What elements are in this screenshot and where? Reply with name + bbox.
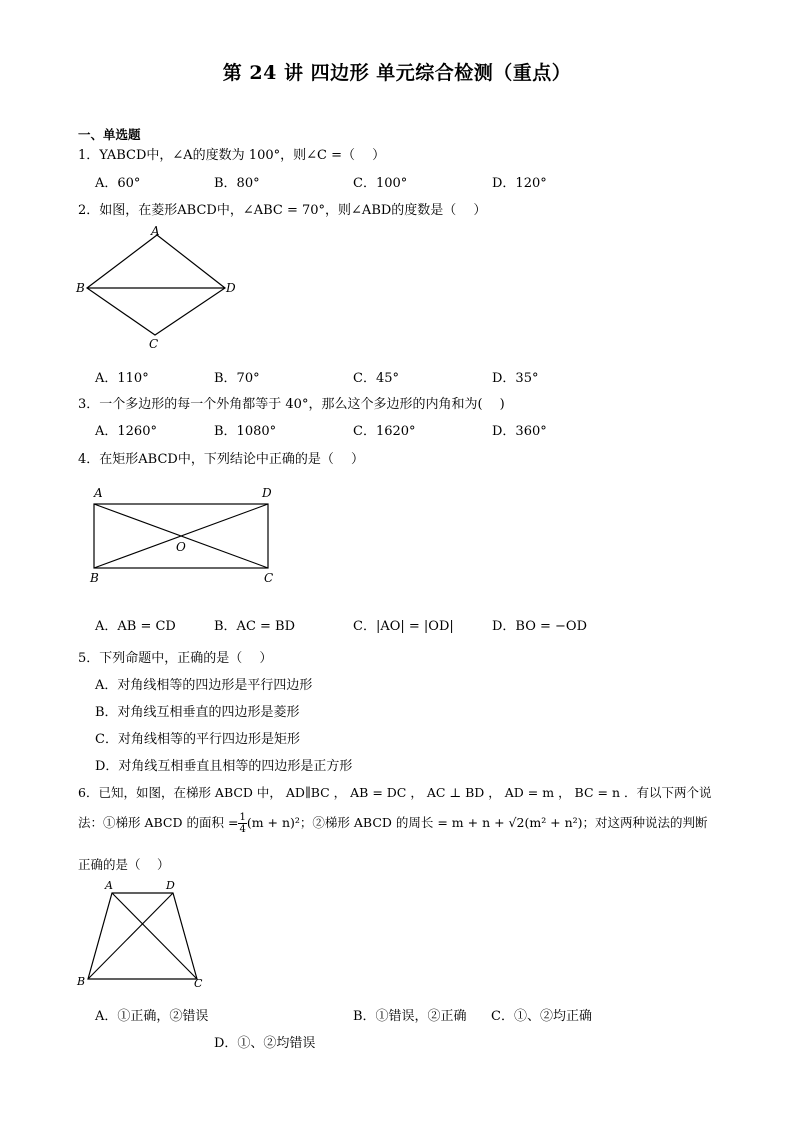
rectangle-figure <box>90 500 275 572</box>
question-2-stem: 2．如图，在菱形ABCD中，∠ABC = 70°，则∠ABD的度数是（ ） <box>78 203 487 218</box>
question-6-line2 <box>78 812 708 835</box>
q2-option-b[interactable]: B．70° <box>214 371 260 386</box>
q4-option-c[interactable]: C．|AO| = |OD| <box>353 619 454 634</box>
q2-option-d[interactable]: D．35° <box>492 371 539 386</box>
rectangle-label-a: A <box>94 486 103 500</box>
q5-option-c[interactable]: C．对角线相等的平行四边形是矩形 <box>95 732 300 747</box>
rhombus-label-b: B <box>76 281 85 295</box>
rectangle-label-b: B <box>90 571 99 585</box>
question-1-stem: 1．YABCD中，∠A的度数为 100°，则∠C =（ ） <box>78 148 386 163</box>
trapezoid-label-c: C <box>194 977 203 990</box>
question-6-line3: 正确的是（ ） <box>78 857 170 872</box>
rhombus-label-c: C <box>149 337 159 351</box>
q1-option-a[interactable]: A．60° <box>95 176 141 191</box>
q6-option-b[interactable]: B．①错误，②正确 <box>353 1009 467 1024</box>
q1-option-c[interactable]: C．100° <box>353 176 408 191</box>
q6-fraction <box>238 812 246 835</box>
q1-option-b[interactable]: B．80° <box>214 176 260 191</box>
q4-option-d[interactable]: D．BO = −OD <box>492 619 588 634</box>
q6-option-d[interactable]: D．①、②均错误 <box>214 1036 316 1051</box>
trapezoid-diagonal-bd <box>88 893 173 979</box>
trapezoid-figure <box>80 885 210 990</box>
q3-option-b[interactable]: B．1080° <box>214 424 277 439</box>
q3-option-c[interactable]: C．1620° <box>353 424 416 439</box>
question-6-line1: 6．已知，如图，在梯形 ABCD 中， AD∥BC ， AB = DC ， AC ⊥ BD ， AD = m ， BC = n ．有以下两个说 <box>78 785 712 800</box>
trapezoid-label-d: D <box>166 879 175 892</box>
q4-option-b[interactable]: B．AC = BD <box>214 619 296 634</box>
q3-option-d[interactable]: D．360° <box>492 424 547 439</box>
q5-option-a[interactable]: A．对角线相等的四边形是平行四边形 <box>95 678 313 693</box>
q6-fraction-denominator: 4 <box>239 824 246 835</box>
rhombus-label-a: A <box>151 224 160 238</box>
rectangle-label-c: C <box>264 571 274 585</box>
q5-option-b[interactable]: B．对角线互相垂直的四边形是菱形 <box>95 705 300 720</box>
trapezoid-label-a: A <box>105 879 113 892</box>
q3-option-a[interactable]: A．1260° <box>95 424 157 439</box>
q6-fraction-numerator: 1 <box>239 812 246 823</box>
trapezoid-outline <box>88 893 197 979</box>
section-heading: 一、单选题 <box>78 127 141 142</box>
q6-option-a[interactable]: A．①正确，②错误 <box>95 1009 209 1024</box>
rectangle-label-d: D <box>262 486 272 500</box>
question-4-stem: 4．在矩形ABCD中，下列结论中正确的是（ ） <box>78 452 364 467</box>
q5-option-d[interactable]: D．对角线互相垂直且相等的四边形是正方形 <box>95 759 353 774</box>
q4-option-a[interactable]: A．AB = CD <box>95 619 176 634</box>
q6-line2-part-b: (m + n)²；②梯形 ABCD 的周长 = m + n + √2(m² + n²)；对这两种说法的判断 <box>246 815 708 830</box>
question-5-stem: 5．下列命题中，正确的是（ ） <box>78 651 273 666</box>
q2-option-c[interactable]: C．45° <box>353 371 399 386</box>
rhombus-outline <box>87 235 225 335</box>
question-3-stem: 3．一个多边形的每一个外角都等于 40°，那么这个多边形的内角和为( ) <box>78 397 505 412</box>
trapezoid-label-b: B <box>77 975 86 988</box>
rhombus-label-d: D <box>226 281 236 295</box>
q6-line2-part-a: 法：①梯形 ABCD 的面积 = <box>78 815 239 830</box>
page-title: 第 24 讲 四边形 单元综合检测（重点） <box>222 62 572 84</box>
q6-option-c[interactable]: C．①、②均正确 <box>491 1009 592 1024</box>
rectangle-label-o: O <box>176 540 186 554</box>
trapezoid-diagonal-ac <box>112 893 197 979</box>
rhombus-figure <box>75 223 245 353</box>
q1-option-d[interactable]: D．120° <box>492 176 547 191</box>
q2-option-a[interactable]: A．110° <box>95 371 149 386</box>
